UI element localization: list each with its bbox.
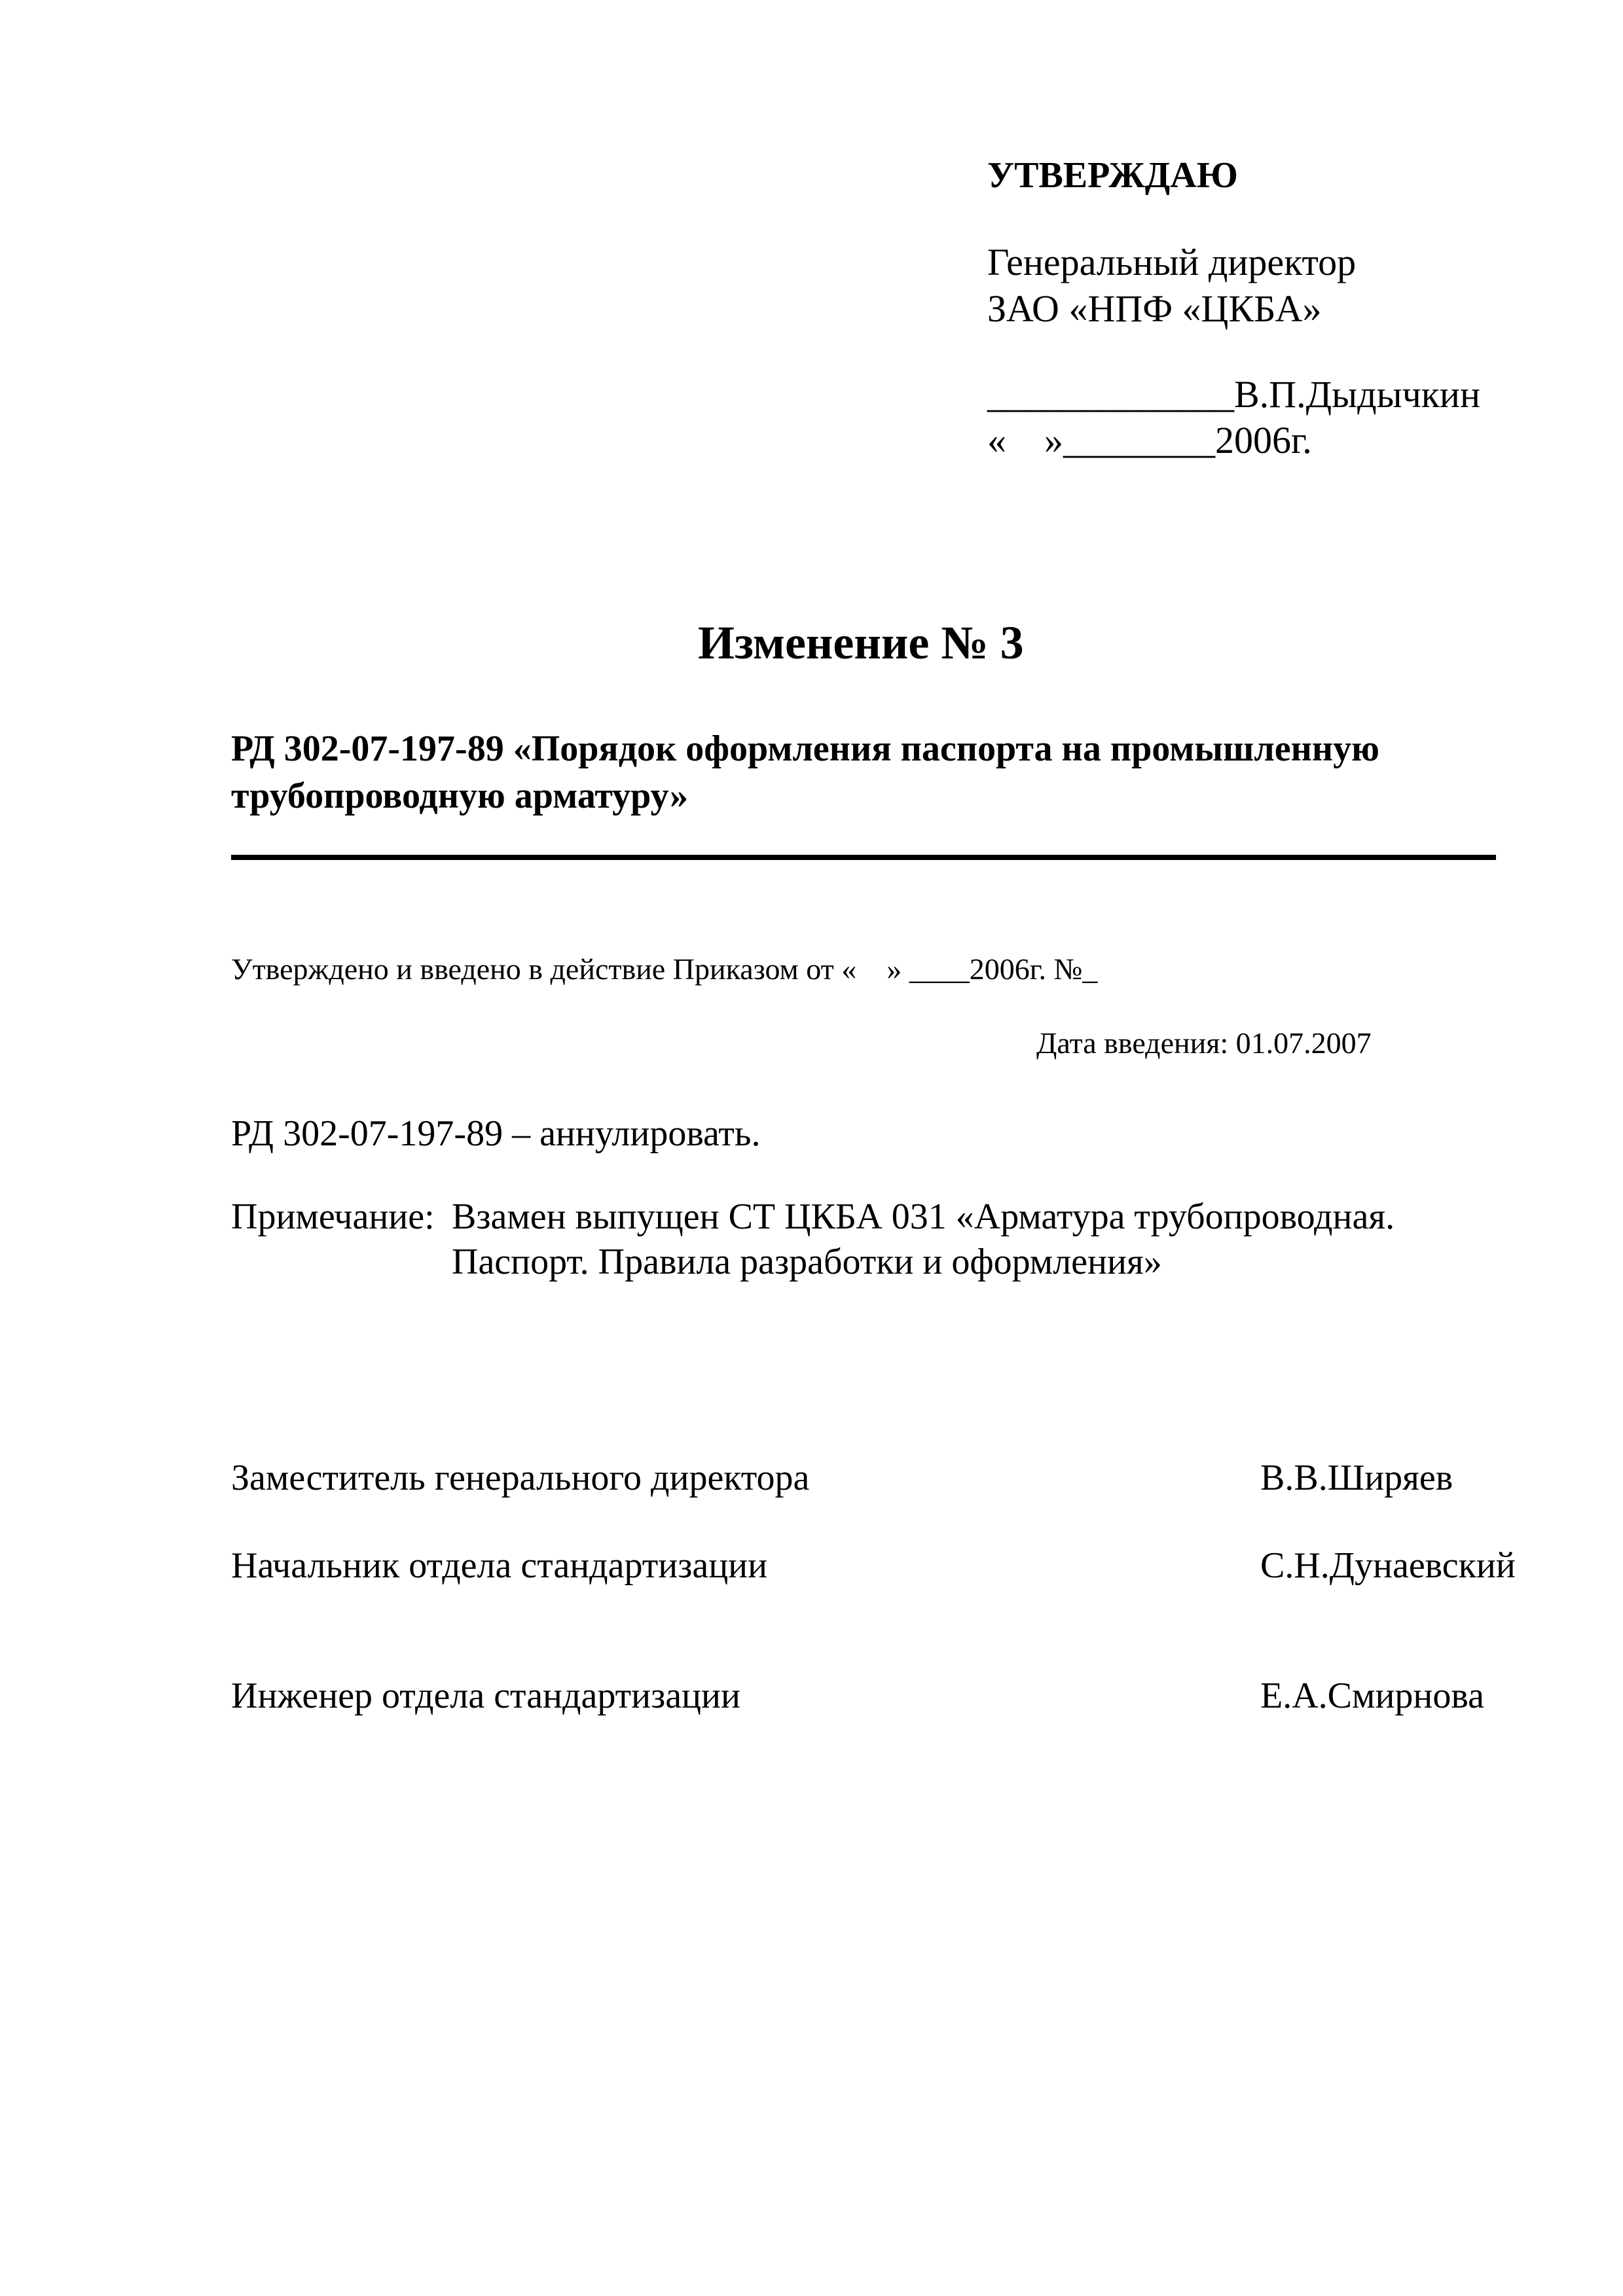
note-text-line-2: Паспорт. Правила разработки и оформления» bbox=[452, 1242, 1162, 1282]
note-text-line-1: Взамен выпущен СТ ЦКБА 031 «Арматура трубопроводная. bbox=[452, 1196, 1395, 1237]
approval-date-line: « »________2006г. bbox=[987, 419, 1312, 461]
horizontal-rule bbox=[231, 855, 1496, 860]
cancel-statement: РД 302-07-197-89 – аннулировать. bbox=[231, 1113, 761, 1154]
signatory-role: Инженер отдела стандартизации bbox=[231, 1676, 740, 1716]
document-title: Изменение № 3 bbox=[698, 617, 1024, 669]
document-subject-line-2: трубопроводную арматуру» bbox=[231, 776, 688, 816]
signatory-role: Начальник отдела стандартизации bbox=[231, 1545, 768, 1586]
document-subject-line-1: РД 302-07-197-89 «Порядок оформления паспорта на промышленную bbox=[231, 728, 1379, 769]
note-label: Примечание: bbox=[231, 1196, 435, 1237]
signatory-role: Заместитель генерального директора bbox=[231, 1458, 810, 1498]
signatory-name: В.В.Ширяев bbox=[1260, 1458, 1453, 1498]
approved-by-order-text: Утверждено и введено в действие Приказом от « » ____2006г. №_ bbox=[231, 952, 1098, 986]
approval-heading: УТВЕРЖДАЮ bbox=[987, 155, 1238, 196]
signatory-name: С.Н.Дунаевский bbox=[1260, 1545, 1516, 1586]
introduction-date: Дата введения: 01.07.2007 bbox=[1036, 1026, 1372, 1060]
signatory-name: Е.А.Смирнова bbox=[1260, 1676, 1484, 1716]
approver-company: ЗАО «НПФ «ЦКБА» bbox=[987, 287, 1322, 330]
approver-position: Генеральный директор bbox=[987, 241, 1357, 283]
approver-signature-line: _____________В.П.Дыдычкин bbox=[987, 373, 1481, 416]
